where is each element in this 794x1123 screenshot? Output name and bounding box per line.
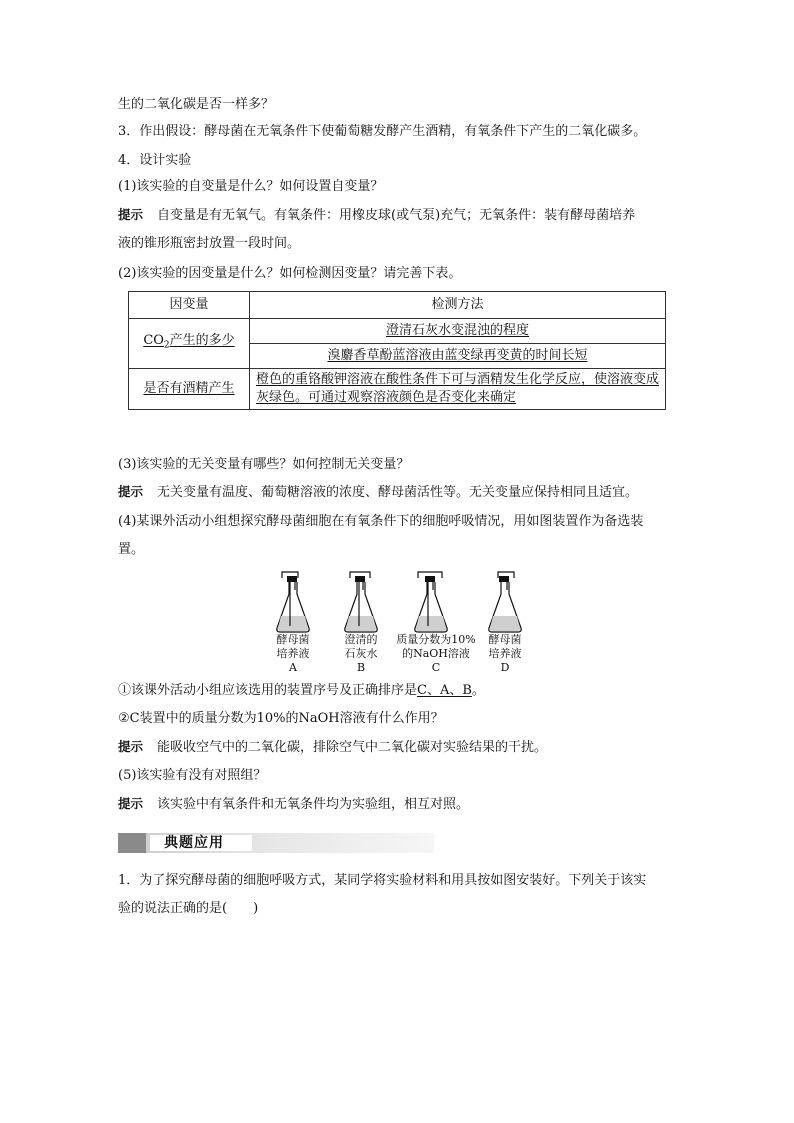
answer-1-line-2: 液的锥形瓶密封放置一段时间。 <box>118 236 301 251</box>
answer-4 <box>118 738 547 757</box>
hint-label: 提示 <box>118 796 144 811</box>
question-4-2: ②C装置中的质量分数为10%的NaOH溶液有什么作用？ <box>118 711 444 726</box>
label-line: 澄清的 <box>344 633 378 646</box>
section-bar-accent <box>118 833 146 853</box>
label-line: 培养液 <box>488 647 522 660</box>
table-header-cell: 因变量 <box>129 292 250 319</box>
problem-1-line-2: 验的说法正确的是( ) <box>118 901 259 916</box>
alcohol-label: 是否有酒精产生 <box>143 381 235 396</box>
table-cell <box>250 319 666 344</box>
co2-subscript: 2 <box>163 340 170 351</box>
co2-label <box>143 333 235 351</box>
method-text: 溴麝香草酚蓝溶液由蓝变绿再变黄的时间长短 <box>327 348 588 363</box>
table-cell <box>129 319 250 369</box>
method-text: 橙色的重铬酸钾溶液在酸性条件下可与酒精发生化学反应，使溶液变成灰绿色。可通过观察溶液颜色是否变化来确定 <box>256 372 660 405</box>
question-2: (2)该实验的因变量是什么？如何检测因变量？请完善下表。 <box>118 266 462 281</box>
label-letter: D <box>500 661 510 674</box>
section-title: 典题应用 <box>164 835 224 851</box>
detection-table <box>128 291 666 410</box>
label-line: 石灰水 <box>344 647 378 660</box>
method-text: 澄清石灰水变混浊的程度 <box>385 323 529 338</box>
answer-text: 自变量是有无氧气。有氧条件：用橡皮球(或气泵)充气；无氧条件：装有酵母菌培养 <box>157 208 636 223</box>
hint-label: 提示 <box>118 484 144 499</box>
question-4-line-1: (4)某课外活动小组想探究酵母菌细胞在有氧条件下的细胞呼吸情况，用如图装置作为备选装 <box>118 514 644 529</box>
flask-b-label <box>321 633 401 675</box>
answer-underlined: C、A、B <box>417 683 472 698</box>
flasks-drawing <box>268 570 538 634</box>
label-letter: C <box>431 661 441 674</box>
answer-text: 能吸收空气中的二氧化碳，排除空气中二氧化碳对实验结果的干扰。 <box>157 740 548 755</box>
label-line: 培养液 <box>276 647 310 660</box>
question-1: (1)该实验的自变量是什么？如何设置自变量？ <box>118 179 384 194</box>
question-5: (5)该实验有没有对照组？ <box>118 768 267 783</box>
table-cell <box>250 344 666 369</box>
co2-suffix: 产生的多少 <box>169 333 235 349</box>
flask-apparatus-figure <box>268 570 538 680</box>
answer-text: 该实验中有氧条件和无氧条件均为实验组，相互对照。 <box>157 797 470 812</box>
table-cell <box>250 369 666 410</box>
answer-1-line-1 <box>118 206 635 225</box>
answer-text: 无关变量有温度、葡萄糖溶液的浓度、酵母菌活性等。无关变量应保持相同且适宜。 <box>157 485 639 500</box>
label-line: 酵母菌 <box>276 633 310 646</box>
co2-prefix: CO <box>143 333 164 349</box>
label-line: 质量分数为10% <box>396 633 476 646</box>
section-header-bar <box>118 833 434 853</box>
flask-d-icon <box>489 572 521 632</box>
table-cell <box>129 369 250 410</box>
flask-d-label <box>465 633 545 675</box>
hint-label: 提示 <box>118 207 144 222</box>
problem-1-line-1: 1．为了探究酵母菌的细胞呼吸方式，某同学将实验材料和用具按如图安装好。下列关于该实 <box>118 873 647 888</box>
table-row <box>129 319 666 344</box>
question-text: ①该课外活动小组应该选用的装置序号及正确排序是 <box>118 683 418 698</box>
flask-b-icon <box>345 572 377 632</box>
text-line: 生的二氧化碳是否一样多？ <box>118 97 275 112</box>
answer-5 <box>118 795 469 814</box>
label-letter: A <box>289 661 297 674</box>
question-4-line-2: 置。 <box>118 542 145 557</box>
flask-a-icon <box>277 572 309 632</box>
answer-3 <box>118 483 638 502</box>
hypothesis-line: 3．作出假设：酵母菌在无氧条件下使葡萄糖发酵产生酒精，有氧条件下产生的二氧化碳多。 <box>118 124 647 139</box>
table-header-cell: 检测方法 <box>250 292 666 319</box>
question-3: (3)该实验的无关变量有哪些？如何控制无关变量？ <box>118 457 410 472</box>
table-header-row <box>129 292 666 319</box>
question-4-1 <box>118 682 485 700</box>
label-line: 酵母菌 <box>488 633 522 646</box>
label-letter: B <box>356 661 366 674</box>
question-text: 。 <box>471 683 485 698</box>
label-line: 的NaOH溶液 <box>402 647 470 660</box>
flask-c-icon <box>415 572 447 632</box>
design-heading: 4．设计实验 <box>118 153 192 168</box>
table-row <box>129 369 666 410</box>
hint-label: 提示 <box>118 739 144 754</box>
